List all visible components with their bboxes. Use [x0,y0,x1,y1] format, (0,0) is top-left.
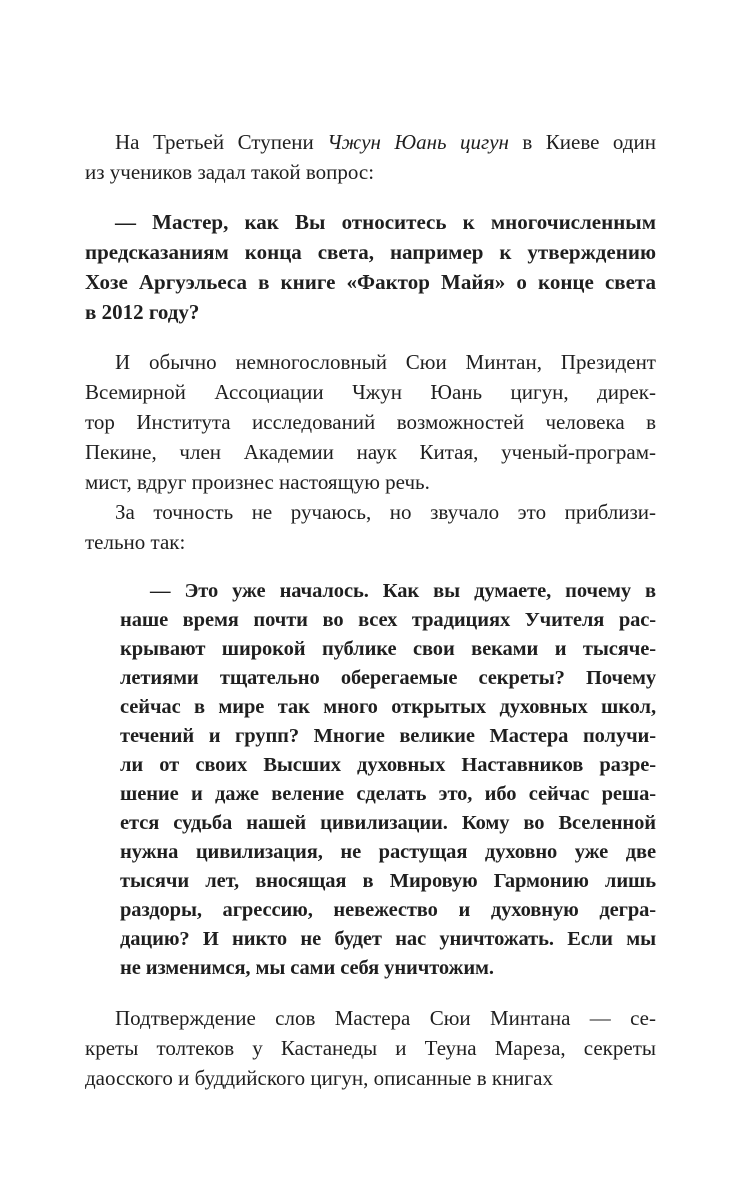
text-line: На Третьей Ступени Чжун Юань цигун в Киеве один [115,130,656,154]
text-line: мист, вдруг произнес настоящую речь. [85,470,430,494]
paragraph [85,497,656,557]
text-line: даосского и буддийского цигун, описанные в книгах [85,1066,553,1090]
italic-term: Чжун Юань цигун [327,130,509,154]
paragraph [85,347,656,497]
text-line: ется судьба нашей цивилизации. Кому во Вселенной [120,812,656,834]
paragraph [85,1003,656,1093]
block-quote-paragraph [120,577,656,983]
text-line: За точность не ручаюсь, но звучало это приблизи- [115,500,656,524]
text-line: тельно так: [85,530,186,554]
text-line: Пекине, член Академии наук Китая, ученый-програм- [85,440,656,464]
text-line: в 2012 году? [85,300,200,324]
text-line: — Мастер, как Вы относитесь к многочисленным [115,210,656,234]
text-line: сейчас в мире так много открытых духовных школ, [120,696,656,718]
text-line: течений и групп? Многие великие Мастера получи- [120,725,656,747]
text-line: шение и даже веление сделать это, ибо сейчас реша- [120,783,656,805]
text-line: предсказаниям конца света, например к утверждению [85,240,656,264]
page-text-block [85,127,656,1093]
text-line: креты толтеков у Кастанеды и Теуна Мареза, секреты [85,1036,656,1060]
text-line: И обычно немногословный Сюи Минтан, Президент [115,350,656,374]
text-line: Подтверждение слов Мастера Сюи Минтана — се- [115,1006,656,1030]
text-line: не изменимся, мы сами себя уничтожим. [120,957,494,979]
text-line: летиями тщательно оберегаемые секреты? Почему [120,667,656,689]
text-line: раздоры, агрессию, невежество и духовную дегра- [120,899,656,921]
paragraph [85,127,656,187]
text-line: тысячи лет, вносящая в Мировую Гармонию лишь [120,870,656,892]
text-line: из учеников задал такой вопрос: [85,160,375,184]
text-line: — Это уже началось. Как вы думаете, почему в [150,580,656,602]
text-line: наше время почти во всех традициях Учителя рас- [120,609,656,631]
text-line: крывают широкой публике свои веками и тысяче- [120,638,656,660]
text-line: нужна цивилизация, не растущая духовно уже две [120,841,656,863]
text-line: дацию? И никто не будет нас уничтожать. Если мы [120,928,656,950]
text-line: тор Института исследований возможностей человека в [85,410,656,434]
paragraph [85,207,656,327]
text-line: ли от своих Высших духовных Наставников разре- [120,754,656,776]
text-line: Всемирной Ассоциации Чжун Юань цигун, дирек- [85,380,656,404]
text-line: Хозе Аргуэльеса в книге «Фактор Майя» о конце света [85,270,656,294]
